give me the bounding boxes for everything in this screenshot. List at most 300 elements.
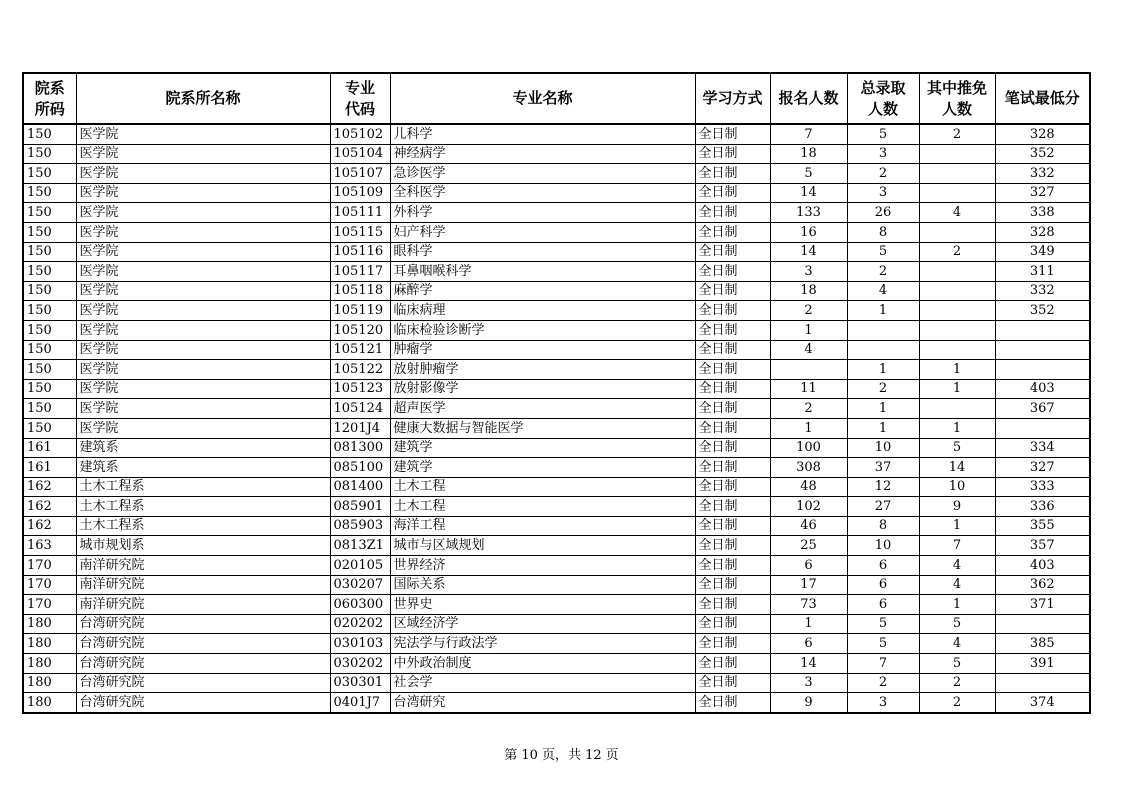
cell-mode: 全日制 bbox=[695, 242, 770, 262]
cell-name: 医学院 bbox=[76, 340, 330, 360]
cell-exempt: 1 bbox=[919, 516, 995, 536]
cell-exempt: 1 bbox=[919, 379, 995, 399]
cell-mcode: 020105 bbox=[330, 556, 390, 576]
cell-apply: 17 bbox=[770, 575, 847, 595]
cell-min: 327 bbox=[995, 183, 1090, 203]
table-row bbox=[23, 654, 1090, 674]
cell-min: 371 bbox=[995, 595, 1090, 615]
cell-apply: 2 bbox=[770, 301, 847, 321]
cell-mname: 区域经济学 bbox=[390, 614, 695, 634]
cell-mode: 全日制 bbox=[695, 418, 770, 438]
cell-apply: 9 bbox=[770, 693, 847, 713]
table-row bbox=[23, 124, 1090, 144]
cell-admit: 12 bbox=[847, 477, 919, 497]
cell-exempt bbox=[919, 399, 995, 419]
cell-mname: 临床检验诊断学 bbox=[390, 320, 695, 340]
cell-mname: 健康大数据与智能医学 bbox=[390, 418, 695, 438]
cell-mcode: 085100 bbox=[330, 458, 390, 478]
cell-mcode: 105109 bbox=[330, 183, 390, 203]
cell-admit: 2 bbox=[847, 379, 919, 399]
cell-apply: 3 bbox=[770, 673, 847, 693]
cell-name: 医学院 bbox=[76, 320, 330, 340]
table-row bbox=[23, 242, 1090, 262]
cell-mname: 耳鼻咽喉科学 bbox=[390, 262, 695, 282]
cell-mode: 全日制 bbox=[695, 360, 770, 380]
cell-admit: 1 bbox=[847, 360, 919, 380]
cell-name: 医学院 bbox=[76, 301, 330, 321]
cell-min: 391 bbox=[995, 654, 1090, 674]
cell-mode: 全日制 bbox=[695, 340, 770, 360]
cell-apply: 18 bbox=[770, 144, 847, 164]
cell-name: 医学院 bbox=[76, 281, 330, 301]
table-row bbox=[23, 556, 1090, 576]
cell-apply: 48 bbox=[770, 477, 847, 497]
cell-admit: 2 bbox=[847, 262, 919, 282]
cell-code: 163 bbox=[23, 536, 76, 556]
cell-code: 162 bbox=[23, 477, 76, 497]
cell-code: 150 bbox=[23, 379, 76, 399]
cell-mode: 全日制 bbox=[695, 673, 770, 693]
cell-name: 医学院 bbox=[76, 124, 330, 144]
cell-apply: 46 bbox=[770, 516, 847, 536]
cell-name: 医学院 bbox=[76, 183, 330, 203]
cell-min: 355 bbox=[995, 516, 1090, 536]
cell-min: 338 bbox=[995, 203, 1090, 223]
cell-mcode: 085901 bbox=[330, 497, 390, 517]
table-row bbox=[23, 516, 1090, 536]
cell-name: 医学院 bbox=[76, 242, 330, 262]
cell-code: 150 bbox=[23, 360, 76, 380]
table-row bbox=[23, 164, 1090, 184]
table-row bbox=[23, 320, 1090, 340]
cell-min bbox=[995, 673, 1090, 693]
cell-mode: 全日制 bbox=[695, 516, 770, 536]
cell-admit: 5 bbox=[847, 634, 919, 654]
cell-mode: 全日制 bbox=[695, 399, 770, 419]
cell-admit: 2 bbox=[847, 164, 919, 184]
cell-min: 357 bbox=[995, 536, 1090, 556]
cell-mcode: 1201J4 bbox=[330, 418, 390, 438]
cell-mcode: 081300 bbox=[330, 438, 390, 458]
cell-mode: 全日制 bbox=[695, 301, 770, 321]
cell-exempt: 1 bbox=[919, 360, 995, 380]
header-exempt: 其中推免 人数 bbox=[919, 73, 995, 124]
cell-exempt: 4 bbox=[919, 634, 995, 654]
cell-mcode: 030301 bbox=[330, 673, 390, 693]
cell-exempt: 4 bbox=[919, 556, 995, 576]
cell-mname: 眼科学 bbox=[390, 242, 695, 262]
table-body bbox=[23, 124, 1090, 713]
cell-min bbox=[995, 418, 1090, 438]
table-row bbox=[23, 693, 1090, 713]
cell-code: 150 bbox=[23, 203, 76, 223]
table-row bbox=[23, 301, 1090, 321]
cell-mode: 全日制 bbox=[695, 693, 770, 713]
cell-min: 362 bbox=[995, 575, 1090, 595]
cell-mcode: 085903 bbox=[330, 516, 390, 536]
table-row bbox=[23, 634, 1090, 654]
cell-name: 城市规划系 bbox=[76, 536, 330, 556]
cell-name: 建筑系 bbox=[76, 458, 330, 478]
cell-mname: 全科医学 bbox=[390, 183, 695, 203]
cell-mname: 台湾研究 bbox=[390, 693, 695, 713]
cell-name: 土木工程系 bbox=[76, 477, 330, 497]
cell-min: 403 bbox=[995, 379, 1090, 399]
table-header-row bbox=[23, 73, 1090, 124]
cell-mode: 全日制 bbox=[695, 320, 770, 340]
header-apply: 报名人数 bbox=[770, 73, 847, 124]
cell-mname: 中外政治制度 bbox=[390, 654, 695, 674]
table-row bbox=[23, 497, 1090, 517]
cell-mcode: 105117 bbox=[330, 262, 390, 282]
cell-exempt bbox=[919, 222, 995, 242]
table-row bbox=[23, 536, 1090, 556]
cell-code: 150 bbox=[23, 222, 76, 242]
cell-code: 162 bbox=[23, 516, 76, 536]
cell-exempt: 2 bbox=[919, 124, 995, 144]
cell-exempt bbox=[919, 164, 995, 184]
cell-mode: 全日制 bbox=[695, 262, 770, 282]
cell-name: 台湾研究院 bbox=[76, 614, 330, 634]
cell-code: 150 bbox=[23, 281, 76, 301]
cell-apply: 25 bbox=[770, 536, 847, 556]
table-row bbox=[23, 399, 1090, 419]
cell-name: 医学院 bbox=[76, 418, 330, 438]
cell-mode: 全日制 bbox=[695, 614, 770, 634]
cell-min: 328 bbox=[995, 222, 1090, 242]
cell-apply: 7 bbox=[770, 124, 847, 144]
cell-exempt: 10 bbox=[919, 477, 995, 497]
cell-exempt: 9 bbox=[919, 497, 995, 517]
cell-exempt: 5 bbox=[919, 438, 995, 458]
header-mode: 学习方式 bbox=[695, 73, 770, 124]
cell-name: 医学院 bbox=[76, 203, 330, 223]
cell-mname: 肿瘤学 bbox=[390, 340, 695, 360]
cell-apply: 102 bbox=[770, 497, 847, 517]
cell-name: 南洋研究院 bbox=[76, 556, 330, 576]
cell-mode: 全日制 bbox=[695, 183, 770, 203]
cell-apply: 6 bbox=[770, 634, 847, 654]
cell-min bbox=[995, 340, 1090, 360]
cell-exempt bbox=[919, 183, 995, 203]
table-row bbox=[23, 575, 1090, 595]
cell-exempt: 4 bbox=[919, 203, 995, 223]
cell-admit: 5 bbox=[847, 242, 919, 262]
cell-admit: 27 bbox=[847, 497, 919, 517]
cell-min: 327 bbox=[995, 458, 1090, 478]
cell-code: 180 bbox=[23, 654, 76, 674]
cell-code: 161 bbox=[23, 438, 76, 458]
cell-admit: 5 bbox=[847, 124, 919, 144]
cell-code: 150 bbox=[23, 262, 76, 282]
cell-code: 150 bbox=[23, 418, 76, 438]
cell-mname: 国际关系 bbox=[390, 575, 695, 595]
cell-name: 医学院 bbox=[76, 262, 330, 282]
cell-apply: 2 bbox=[770, 399, 847, 419]
cell-admit: 2 bbox=[847, 673, 919, 693]
cell-min: 332 bbox=[995, 281, 1090, 301]
cell-min: 352 bbox=[995, 144, 1090, 164]
cell-exempt: 1 bbox=[919, 418, 995, 438]
cell-mname: 社会学 bbox=[390, 673, 695, 693]
cell-apply: 3 bbox=[770, 262, 847, 282]
cell-exempt: 5 bbox=[919, 654, 995, 674]
cell-apply: 308 bbox=[770, 458, 847, 478]
cell-apply: 133 bbox=[770, 203, 847, 223]
cell-mode: 全日制 bbox=[695, 556, 770, 576]
cell-name: 台湾研究院 bbox=[76, 693, 330, 713]
cell-min: 352 bbox=[995, 301, 1090, 321]
table-row bbox=[23, 222, 1090, 242]
cell-mode: 全日制 bbox=[695, 164, 770, 184]
cell-exempt: 2 bbox=[919, 673, 995, 693]
cell-apply: 6 bbox=[770, 556, 847, 576]
cell-name: 土木工程系 bbox=[76, 497, 330, 517]
cell-name: 土木工程系 bbox=[76, 516, 330, 536]
cell-admit: 1 bbox=[847, 418, 919, 438]
cell-mode: 全日制 bbox=[695, 379, 770, 399]
cell-code: 170 bbox=[23, 595, 76, 615]
cell-admit: 6 bbox=[847, 575, 919, 595]
cell-apply: 5 bbox=[770, 164, 847, 184]
cell-min: 333 bbox=[995, 477, 1090, 497]
cell-name: 建筑系 bbox=[76, 438, 330, 458]
cell-apply: 73 bbox=[770, 595, 847, 615]
cell-apply bbox=[770, 360, 847, 380]
cell-mname: 宪法学与行政法学 bbox=[390, 634, 695, 654]
cell-mname: 麻醉学 bbox=[390, 281, 695, 301]
cell-mcode: 030103 bbox=[330, 634, 390, 654]
cell-code: 170 bbox=[23, 556, 76, 576]
cell-code: 180 bbox=[23, 614, 76, 634]
cell-mcode: 105111 bbox=[330, 203, 390, 223]
cell-mname: 超声医学 bbox=[390, 399, 695, 419]
cell-mode: 全日制 bbox=[695, 595, 770, 615]
cell-min: 311 bbox=[995, 262, 1090, 282]
cell-exempt bbox=[919, 144, 995, 164]
table-row bbox=[23, 183, 1090, 203]
cell-mcode: 105123 bbox=[330, 379, 390, 399]
cell-admit: 6 bbox=[847, 595, 919, 615]
table-row bbox=[23, 379, 1090, 399]
cell-exempt bbox=[919, 281, 995, 301]
cell-name: 台湾研究院 bbox=[76, 654, 330, 674]
cell-code: 170 bbox=[23, 575, 76, 595]
cell-admit: 1 bbox=[847, 399, 919, 419]
header-mcode: 专业 代码 bbox=[330, 73, 390, 124]
cell-mname: 世界史 bbox=[390, 595, 695, 615]
cell-name: 南洋研究院 bbox=[76, 595, 330, 615]
table-row bbox=[23, 477, 1090, 497]
cell-min: 328 bbox=[995, 124, 1090, 144]
cell-code: 150 bbox=[23, 144, 76, 164]
cell-admit: 3 bbox=[847, 144, 919, 164]
cell-apply: 11 bbox=[770, 379, 847, 399]
cell-apply: 1 bbox=[770, 418, 847, 438]
table-row bbox=[23, 203, 1090, 223]
cell-name: 医学院 bbox=[76, 144, 330, 164]
cell-mcode: 0401J7 bbox=[330, 693, 390, 713]
cell-exempt: 2 bbox=[919, 242, 995, 262]
cell-name: 台湾研究院 bbox=[76, 673, 330, 693]
cell-mcode: 060300 bbox=[330, 595, 390, 615]
table-row bbox=[23, 281, 1090, 301]
cell-code: 150 bbox=[23, 183, 76, 203]
cell-exempt bbox=[919, 301, 995, 321]
cell-exempt: 7 bbox=[919, 536, 995, 556]
table-row bbox=[23, 262, 1090, 282]
cell-apply: 18 bbox=[770, 281, 847, 301]
cell-code: 162 bbox=[23, 497, 76, 517]
cell-code: 150 bbox=[23, 320, 76, 340]
cell-name: 医学院 bbox=[76, 222, 330, 242]
cell-code: 180 bbox=[23, 693, 76, 713]
cell-name: 医学院 bbox=[76, 399, 330, 419]
cell-code: 180 bbox=[23, 634, 76, 654]
cell-min: 336 bbox=[995, 497, 1090, 517]
cell-mcode: 0813Z1 bbox=[330, 536, 390, 556]
cell-code: 180 bbox=[23, 673, 76, 693]
cell-mcode: 105102 bbox=[330, 124, 390, 144]
cell-mname: 神经病学 bbox=[390, 144, 695, 164]
cell-apply: 4 bbox=[770, 340, 847, 360]
table-row bbox=[23, 673, 1090, 693]
cell-exempt: 2 bbox=[919, 693, 995, 713]
cell-apply: 14 bbox=[770, 654, 847, 674]
header-code: 院系 所码 bbox=[23, 73, 76, 124]
cell-mname: 土木工程 bbox=[390, 497, 695, 517]
cell-admit: 10 bbox=[847, 438, 919, 458]
cell-min bbox=[995, 614, 1090, 634]
cell-code: 150 bbox=[23, 340, 76, 360]
cell-mcode: 105104 bbox=[330, 144, 390, 164]
cell-apply: 100 bbox=[770, 438, 847, 458]
cell-admit bbox=[847, 340, 919, 360]
cell-mcode: 105107 bbox=[330, 164, 390, 184]
cell-code: 150 bbox=[23, 124, 76, 144]
cell-min: 403 bbox=[995, 556, 1090, 576]
cell-min: 385 bbox=[995, 634, 1090, 654]
cell-mcode: 105122 bbox=[330, 360, 390, 380]
cell-min: 332 bbox=[995, 164, 1090, 184]
cell-name: 台湾研究院 bbox=[76, 634, 330, 654]
header-admit: 总录取 人数 bbox=[847, 73, 919, 124]
cell-min: 374 bbox=[995, 693, 1090, 713]
admissions-table bbox=[22, 72, 1091, 714]
cell-mcode: 105121 bbox=[330, 340, 390, 360]
cell-mcode: 030202 bbox=[330, 654, 390, 674]
cell-admit: 5 bbox=[847, 614, 919, 634]
cell-mname: 世界经济 bbox=[390, 556, 695, 576]
cell-mode: 全日制 bbox=[695, 497, 770, 517]
cell-mode: 全日制 bbox=[695, 222, 770, 242]
header-name: 院系所名称 bbox=[76, 73, 330, 124]
cell-mname: 土木工程 bbox=[390, 477, 695, 497]
cell-apply: 1 bbox=[770, 614, 847, 634]
cell-mode: 全日制 bbox=[695, 124, 770, 144]
cell-mname: 建筑学 bbox=[390, 438, 695, 458]
cell-mcode: 020202 bbox=[330, 614, 390, 634]
cell-mode: 全日制 bbox=[695, 536, 770, 556]
cell-name: 医学院 bbox=[76, 379, 330, 399]
table-row bbox=[23, 418, 1090, 438]
cell-mode: 全日制 bbox=[695, 438, 770, 458]
cell-mname: 儿科学 bbox=[390, 124, 695, 144]
cell-mname: 外科学 bbox=[390, 203, 695, 223]
cell-code: 150 bbox=[23, 164, 76, 184]
cell-mname: 城市与区域规划 bbox=[390, 536, 695, 556]
cell-name: 医学院 bbox=[76, 360, 330, 380]
cell-admit: 8 bbox=[847, 222, 919, 242]
cell-apply: 14 bbox=[770, 242, 847, 262]
cell-code: 161 bbox=[23, 458, 76, 478]
table-row bbox=[23, 144, 1090, 164]
cell-exempt bbox=[919, 340, 995, 360]
cell-exempt: 14 bbox=[919, 458, 995, 478]
cell-min bbox=[995, 360, 1090, 380]
cell-admit: 10 bbox=[847, 536, 919, 556]
cell-mode: 全日制 bbox=[695, 575, 770, 595]
cell-mname: 海洋工程 bbox=[390, 516, 695, 536]
header-min: 笔试最低分 bbox=[995, 73, 1090, 124]
cell-name: 医学院 bbox=[76, 164, 330, 184]
cell-mname: 放射肿瘤学 bbox=[390, 360, 695, 380]
cell-mname: 临床病理 bbox=[390, 301, 695, 321]
cell-exempt: 5 bbox=[919, 614, 995, 634]
cell-mname: 妇产科学 bbox=[390, 222, 695, 242]
cell-mode: 全日制 bbox=[695, 477, 770, 497]
cell-admit: 37 bbox=[847, 458, 919, 478]
table-row bbox=[23, 438, 1090, 458]
cell-apply: 1 bbox=[770, 320, 847, 340]
cell-code: 150 bbox=[23, 399, 76, 419]
table-row bbox=[23, 340, 1090, 360]
cell-admit: 7 bbox=[847, 654, 919, 674]
table-row bbox=[23, 595, 1090, 615]
cell-admit bbox=[847, 320, 919, 340]
cell-exempt bbox=[919, 320, 995, 340]
cell-mname: 建筑学 bbox=[390, 458, 695, 478]
cell-mname: 急诊医学 bbox=[390, 164, 695, 184]
cell-mname: 放射影像学 bbox=[390, 379, 695, 399]
header-mname: 专业名称 bbox=[390, 73, 695, 124]
cell-mcode: 081400 bbox=[330, 477, 390, 497]
cell-apply: 14 bbox=[770, 183, 847, 203]
cell-admit: 4 bbox=[847, 281, 919, 301]
cell-admit: 6 bbox=[847, 556, 919, 576]
cell-mcode: 105115 bbox=[330, 222, 390, 242]
cell-exempt: 1 bbox=[919, 595, 995, 615]
cell-mcode: 105119 bbox=[330, 301, 390, 321]
table-row bbox=[23, 614, 1090, 634]
cell-admit: 26 bbox=[847, 203, 919, 223]
cell-mode: 全日制 bbox=[695, 281, 770, 301]
cell-admit: 1 bbox=[847, 301, 919, 321]
cell-exempt bbox=[919, 262, 995, 282]
cell-min: 334 bbox=[995, 438, 1090, 458]
cell-apply: 16 bbox=[770, 222, 847, 242]
cell-code: 150 bbox=[23, 301, 76, 321]
cell-mcode: 030207 bbox=[330, 575, 390, 595]
cell-min: 349 bbox=[995, 242, 1090, 262]
table-row bbox=[23, 360, 1090, 380]
cell-min bbox=[995, 320, 1090, 340]
cell-mode: 全日制 bbox=[695, 458, 770, 478]
cell-admit: 3 bbox=[847, 693, 919, 713]
cell-mcode: 105116 bbox=[330, 242, 390, 262]
cell-code: 150 bbox=[23, 242, 76, 262]
cell-mode: 全日制 bbox=[695, 634, 770, 654]
